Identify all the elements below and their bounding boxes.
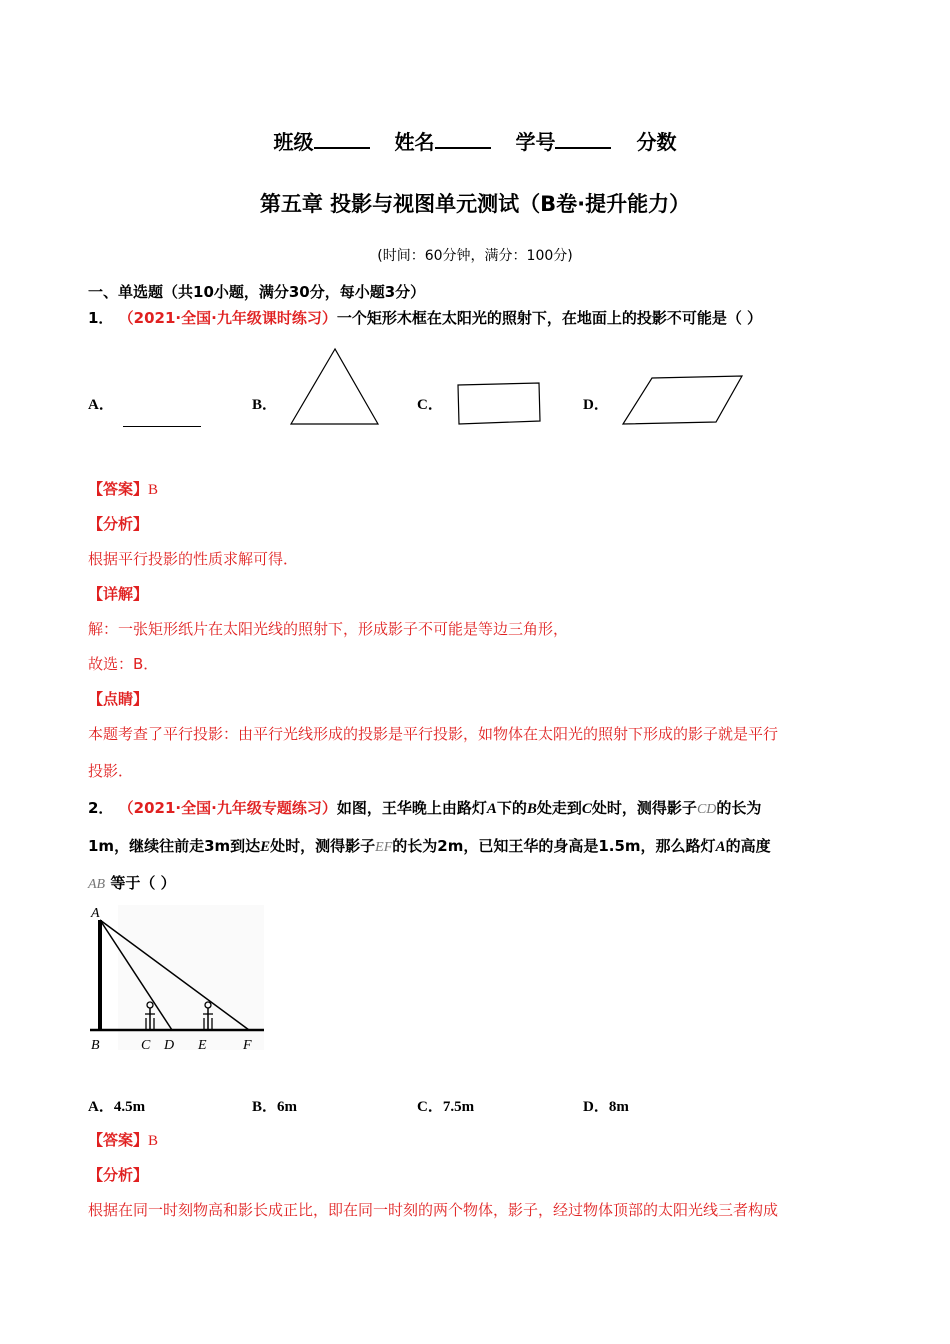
q2-text: 的长为2m，已知王华的身高是1.5m，那么路灯 [392,837,716,855]
q2-text: 处走到 [536,799,582,817]
q2-number: 2． [88,799,114,817]
section-heading: 一、单选题（共10小题，满分30分，每小题3分） [88,283,426,301]
q2-text: 1m，继续往前走3m到达 [88,837,261,855]
q1-option-c-label: C． [417,397,443,413]
q2-text: 处时，测得影子 [270,837,376,855]
q1-detail-line-1: 解：一张矩形纸片在太阳光线的照射下，形成影子不可能是等边三角形， [88,620,569,638]
q2-answer-tag: 【答案】 [88,1131,149,1149]
q2-var-b: B [526,801,537,817]
q2-figure-background [118,905,264,1050]
class-label: 班级 [273,130,314,154]
q2-answer [88,1129,158,1150]
q2-label-e: E [198,1038,207,1053]
q1-option-a-label: A． [88,397,114,413]
q2-label-c: C [141,1038,151,1053]
q1-option-d-parallelogram [620,372,748,428]
q1-text: 一个矩形木框在太阳光的照射下，在地面上的投影不可能是（ ） [336,309,763,327]
q2-analysis-text: 根据在同一时刻物高和影长成正比，即在同一时刻的两个物体，影子，经过物体顶部的太阳光线三者构成 [88,1201,779,1219]
q1-analysis-text: 根据平行投影的性质求解可得． [88,550,299,568]
q1-option-b-label: B． [252,397,278,413]
q2-var-a: A [715,839,726,855]
q1-option-d-label: D． [583,397,609,413]
q2-answer-value: B [148,1133,159,1149]
q2-label-f: F [243,1038,252,1053]
q2-label-a: A [91,906,100,921]
page-title: 第五章 投影与视图单元测试（B卷·提升能力） [259,192,691,216]
q2-option-a: A．4.5m [88,1099,146,1115]
q2-text: 等于（ ） [110,874,176,892]
name-blank [435,129,491,149]
page-subtitle: (时间：60分钟，满分：100分) [377,248,573,264]
q1-comment-line-1: 本题考查了平行投影：由平行光线形成的投影是平行投影，如物体在太阳光的照射下形成的影子就是平行 [88,725,779,743]
q2-var-ef: EF [375,840,393,855]
q2-text: 的长为 [716,799,762,817]
q2-analysis-tag: 【分析】 [88,1166,149,1184]
name-label: 姓名 [394,130,435,154]
q2-text: 如图，王华晚上由路灯 [336,799,487,817]
class-blank [314,129,370,149]
q1-comment-tag: 【点睛】 [88,690,149,708]
q2-option-b: B．6m [252,1099,298,1115]
q1-comment-line-2: 投影． [88,762,134,780]
q2-var-cd: CD [696,802,717,817]
id-blank [555,129,611,149]
student-info-header [0,126,950,155]
score-label: 分数 [636,130,677,154]
q1-option-c-rectangle [455,380,545,428]
question-1-stem [88,307,762,328]
q1-analysis-tag: 【分析】 [88,515,149,533]
q2-var-a: A [486,801,497,817]
q1-detail-line-2: 故选：B． [88,655,159,673]
q2-source: （2021·全国·九年级专题练习） [118,799,337,817]
q2-figure [88,902,268,1057]
q2-label-d: D [164,1038,175,1053]
q2-text: 下的 [496,799,527,817]
q1-option-a-line-segment [123,426,201,427]
q1-option-b-triangle [288,346,383,428]
q2-text: 处时，测得影子 [591,799,697,817]
q1-answer-tag: 【答案】 [88,480,149,498]
id-label: 学号 [515,130,556,154]
q2-label-b: B [91,1038,100,1053]
q1-answer-value: B [148,482,159,498]
q1-detail-tag: 【详解】 [88,585,149,603]
question-2-stem-line-2 [88,835,771,856]
q2-var-e: E [260,839,271,855]
q1-source: （2021·全国·九年级课时练习） [118,309,337,327]
q2-option-d: D．8m [583,1099,629,1115]
q2-option-c: C．7.5m [417,1099,475,1115]
q1-number: 1． [88,309,114,327]
q2-var-c: C [581,801,592,817]
q2-text: 的高度 [725,837,771,855]
q2-var-ab: AB [88,877,106,892]
question-2-stem-line-3 [88,872,176,893]
q1-answer [88,478,158,499]
question-2-stem-line-1 [88,797,761,818]
